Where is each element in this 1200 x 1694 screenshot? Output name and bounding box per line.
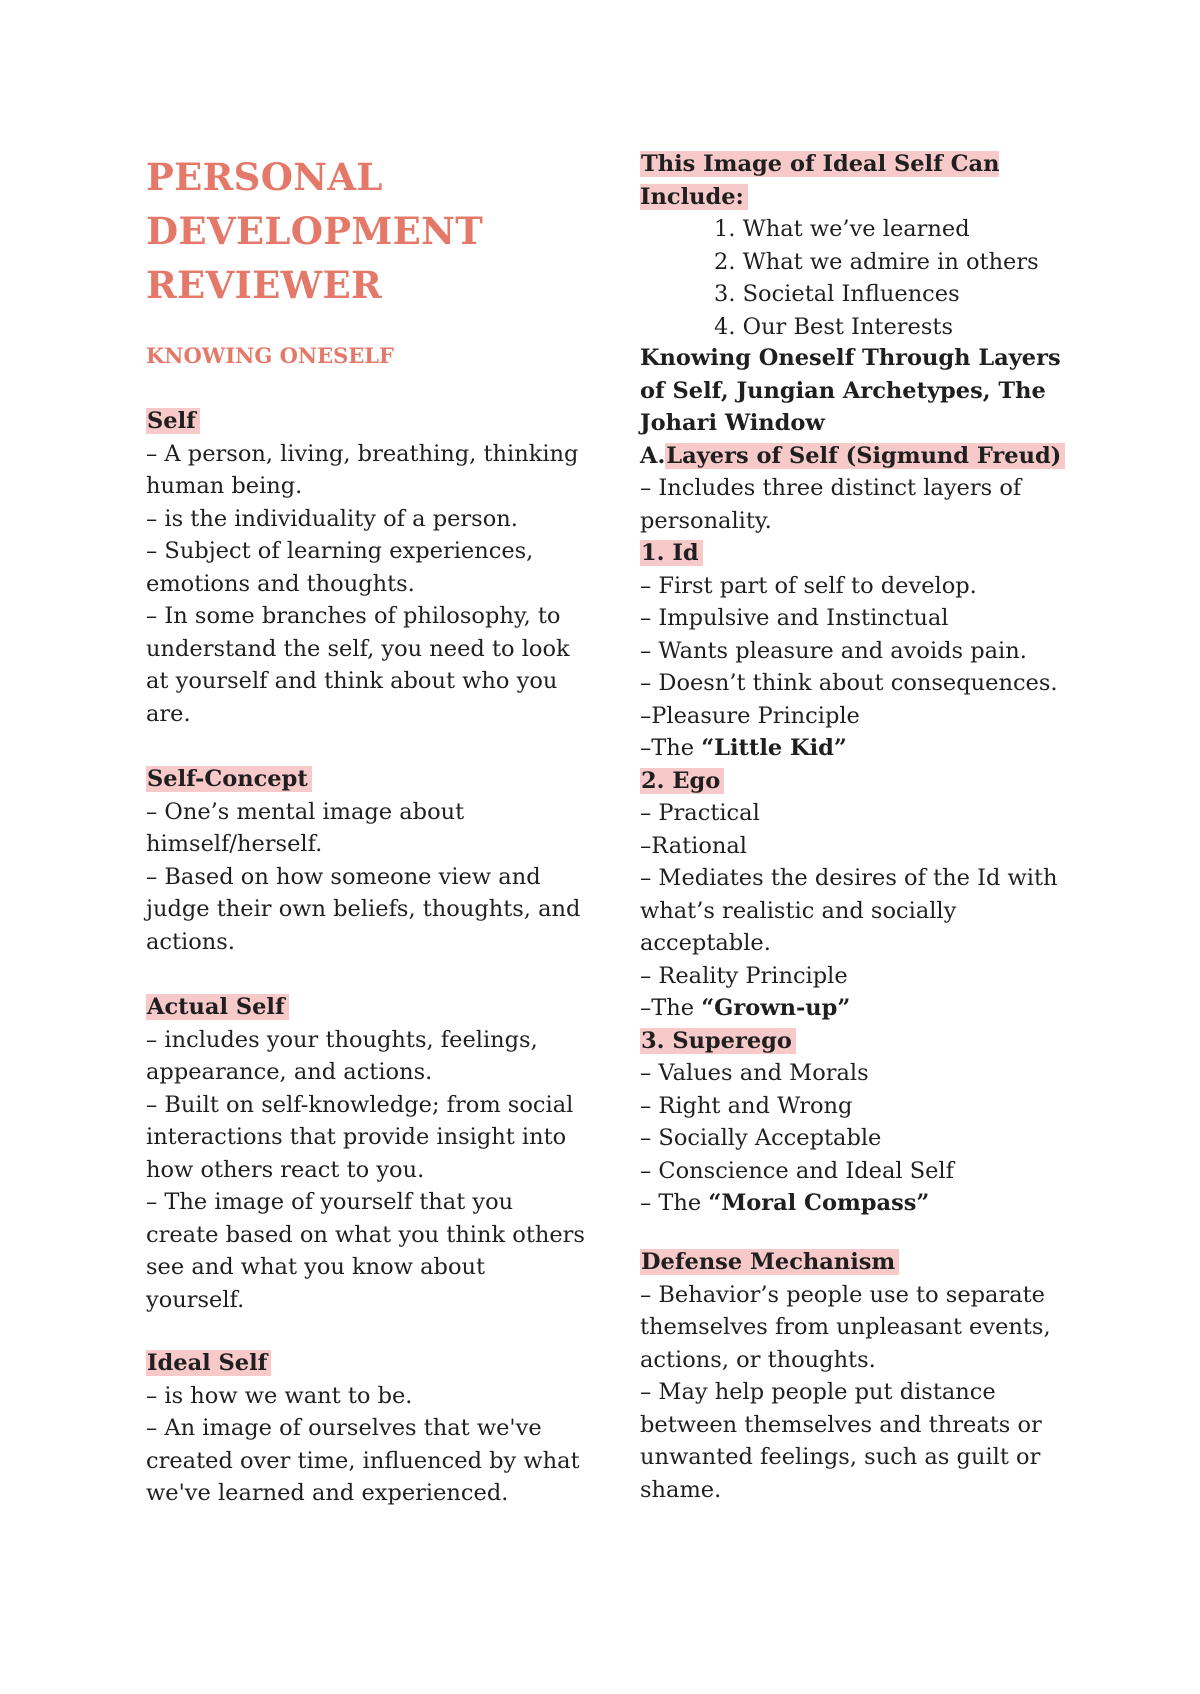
list-item: 2. What we admire in others	[714, 248, 1039, 275]
id-heading: 1. Id	[640, 540, 703, 566]
ego-last-bold: “Grown-up”	[701, 995, 851, 1021]
ego-line: – Reality Principle	[640, 962, 848, 989]
id-line: –Pleasure Principle	[640, 702, 860, 729]
defense-line: – May help people put distance between themselves and threats or unwanted feelings, such as guilt or shame.	[640, 1379, 1042, 1503]
layers-prefix: A.	[640, 442, 666, 469]
knowing-oneself-heading: Knowing Oneself Through Layers of Self, Jungian Archetypes, The Johari Window	[640, 345, 1061, 436]
ego-heading: 2. Ego	[640, 768, 724, 794]
self-concept-heading: Self-Concept	[146, 766, 312, 792]
id-last-prefix: –The	[640, 735, 702, 761]
ego-line: – Mediates the desires of the Id with what’s realistic and socially acceptable.	[640, 865, 1058, 956]
layers-section	[640, 342, 1080, 1220]
document-title	[146, 150, 483, 312]
list-item: 4. Our Best Interests	[714, 313, 953, 340]
defense-heading: Defense Mechanism	[640, 1249, 899, 1275]
self-line: – In some branches of philosophy, to understand the self, you need to look at yourself and think about who you are.	[146, 603, 570, 727]
self-line: – is the individuality of a person.	[146, 505, 518, 532]
superego-heading: 3. Superego	[640, 1028, 796, 1054]
section-title: KNOWING ONESELF	[146, 343, 394, 368]
list-item: 1. What we’ve learned	[714, 216, 970, 242]
actual-self-section	[146, 991, 586, 1316]
superego-line: – Socially Acceptable	[640, 1125, 882, 1151]
superego-last-prefix: – The	[640, 1190, 709, 1216]
ego-line: – Practical	[640, 800, 760, 826]
defense-line: – Behavior’s people use to separate themselves from unpleasant events, actions, or thoughts.	[640, 1281, 1051, 1373]
actual-self-line: – includes your thoughts, feelings, appearance, and actions.	[146, 1026, 538, 1085]
self-section	[146, 405, 586, 730]
superego-line: – Values and Morals	[640, 1060, 869, 1086]
actual-self-line: – The image of yourself that you create based on what you think others see and what you know about yourself.	[146, 1189, 585, 1313]
actual-self-heading: Actual Self	[146, 994, 289, 1020]
title-line: DEVELOPMENT	[146, 209, 484, 253]
title-line: REVIEWER	[146, 263, 383, 307]
ideal-self-heading: Ideal Self	[146, 1350, 271, 1376]
layers-line: – Includes three distinct layers of personality.	[640, 475, 1022, 534]
layers-heading: Layers of Self (Sigmund Freud)	[665, 443, 1065, 469]
ego-line: –Rational	[640, 832, 748, 859]
ideal-include-heading: This Image of Ideal Self Can Include:	[640, 151, 1000, 210]
actual-self-line: – Built on self-knowledge; from social interactions that provide insight into how others react to you.	[146, 1091, 574, 1183]
id-line: – Doesn’t think about consequences.	[640, 670, 1058, 696]
id-line: – First part of self to develop.	[640, 572, 977, 599]
id-last-bold: “Little Kid”	[701, 735, 847, 761]
ego-last-prefix: –The	[640, 995, 702, 1021]
self-line: – Subject of learning experiences, emotions and thoughts.	[146, 538, 534, 597]
id-line: – Wants pleasure and avoids pain.	[640, 637, 1027, 664]
ideal-self-section	[146, 1347, 586, 1510]
list-item: 3. Societal Influences	[714, 281, 960, 307]
self-line: – A person, living, breathing, thinking human being.	[146, 440, 579, 499]
self-concept-line: – One’s mental image about himself/herself.	[146, 798, 465, 857]
self-concept-line: – Based on how someone view and judge their own beliefs, thoughts, and actions.	[146, 863, 581, 955]
defense-section	[640, 1246, 1080, 1506]
ideal-self-line: – is how we want to be.	[146, 1382, 413, 1409]
title-line: PERSONAL	[146, 155, 383, 199]
id-line: – Impulsive and Instinctual	[640, 605, 949, 631]
superego-last-bold: “Moral Compass”	[708, 1190, 930, 1216]
self-heading: Self	[146, 408, 200, 434]
self-concept-section	[146, 763, 586, 958]
superego-line: – Right and Wrong	[640, 1092, 853, 1119]
ideal-self-line: – An image of ourselves that we've created over time, influenced by what we've learned and experienced.	[146, 1415, 580, 1506]
ideal-include-section	[640, 148, 1080, 343]
superego-line: – Conscience and Ideal Self	[640, 1157, 954, 1184]
ideal-include-list	[640, 213, 1080, 343]
